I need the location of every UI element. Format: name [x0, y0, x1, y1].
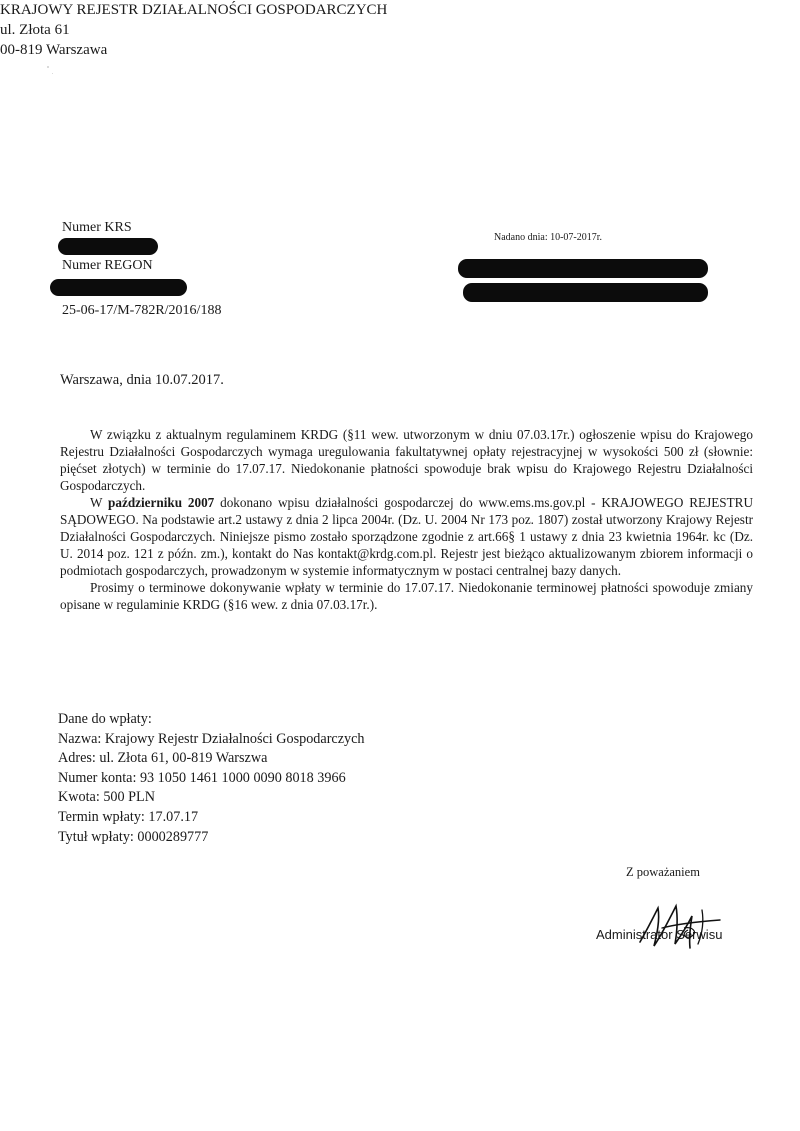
sent-date: Nadano dnia: 10-07-2017r. [494, 232, 603, 243]
closing-greeting: Z poważaniem [626, 865, 700, 879]
sender-address-block [0, 0, 800, 60]
body-paragraph-1: W związku z aktualnym regulaminem KRDG (§11 wew. utworzonym w dniu 07.03.17r.) ogłoszenie wpisu do Krajowego Rejestru Działalności Gospodarczych wymaga uregulowania fakultatywnej opłaty rejestracyjnej w wysokości 500 zł (słownie: pięćset złotych) w terminie do 17.07.17. Niedokonanie płatności spowoduje brak wpisu do Krajowego Rejestru Działalności Gospodarczych. [60, 427, 753, 493]
letter-body [60, 426, 753, 613]
payment-account: Numer konta: 93 1050 1461 1000 0090 8018 3966 [58, 769, 346, 786]
body-p2-prefix: W [90, 495, 109, 510]
body-p2-bold-date: październiku 2007 [108, 495, 215, 510]
sender-street: ul. Złota 61 [0, 22, 70, 38]
paper-speck [47, 66, 49, 68]
payment-heading: Dane do wpłaty: [58, 711, 152, 727]
regon-label: Numer REGON [62, 258, 153, 273]
sender-name: KRAJOWY REJESTR DZIAŁALNOŚCI GOSPODARCZYCH [0, 2, 388, 18]
recipient-redaction-line [463, 283, 708, 302]
payment-address: Adres: ul. Złota 61, 00-819 Warszwa [58, 750, 268, 767]
sender-city: 00-819 Warszawa [0, 42, 108, 58]
krs-redaction [58, 238, 158, 255]
paper-speck [52, 73, 53, 74]
payment-due: Termin wpłaty: 17.07.17 [58, 808, 199, 825]
signatory-title: Administrator Serwisu [596, 927, 723, 942]
reference-number: 25-06-17/M-782R/2016/188 [62, 303, 222, 318]
regon-redaction [50, 279, 187, 296]
body-paragraph-2 [60, 494, 753, 579]
payment-name: Nazwa: Krajowy Rejestr Działalności Gospodarczych [58, 730, 365, 747]
payment-details [58, 710, 365, 847]
payment-amount: Kwota: 500 PLN [58, 789, 155, 806]
handwritten-signature [632, 898, 732, 956]
krs-label: Numer KRS [62, 220, 132, 235]
body-paragraph-3: Prosimy o terminowe dokonywanie wpłaty w terminie do 17.07.17. Niedokonanie terminowej płatności spowoduje zmiany opisane w regulaminie KRDG (§16 wew. z dnia 07.03.17r.). [60, 580, 753, 612]
payment-title: Tytuł wpłaty: 0000289777 [58, 828, 209, 845]
place-date: Warszawa, dnia 10.07.2017. [60, 372, 224, 388]
body-p2-text: dokonano wpisu działalności gospodarczej do www.ems.ms.gov.pl - KRAJOWEGO REJESTRU SĄDOWEGO. Na podstawie art.2 ustawy z dnia 2 lipca 2004r. (Dz. U. 2004 Nr 173 poz. 1807) został utworzony Krajowy Rejestr Działalności Gospodarczych. Niniejsze pismo zostało sporządzone zgodnie z art.66§ 1 ustawy z dnia 23 kwietnia 1964r. kc (Dz. U. 2014 poz. 121 z późn. zm.), kontakt do Nas kontakt@krdg.com.pl. Rejestr jest bieżąco aktualizowanym zbiorem informacji o podmiotach gospodarczych, prowadzonym w systemie informatycznym w postaci centralnej bazy danych. [60, 495, 753, 578]
recipient-redaction-line [458, 259, 708, 278]
